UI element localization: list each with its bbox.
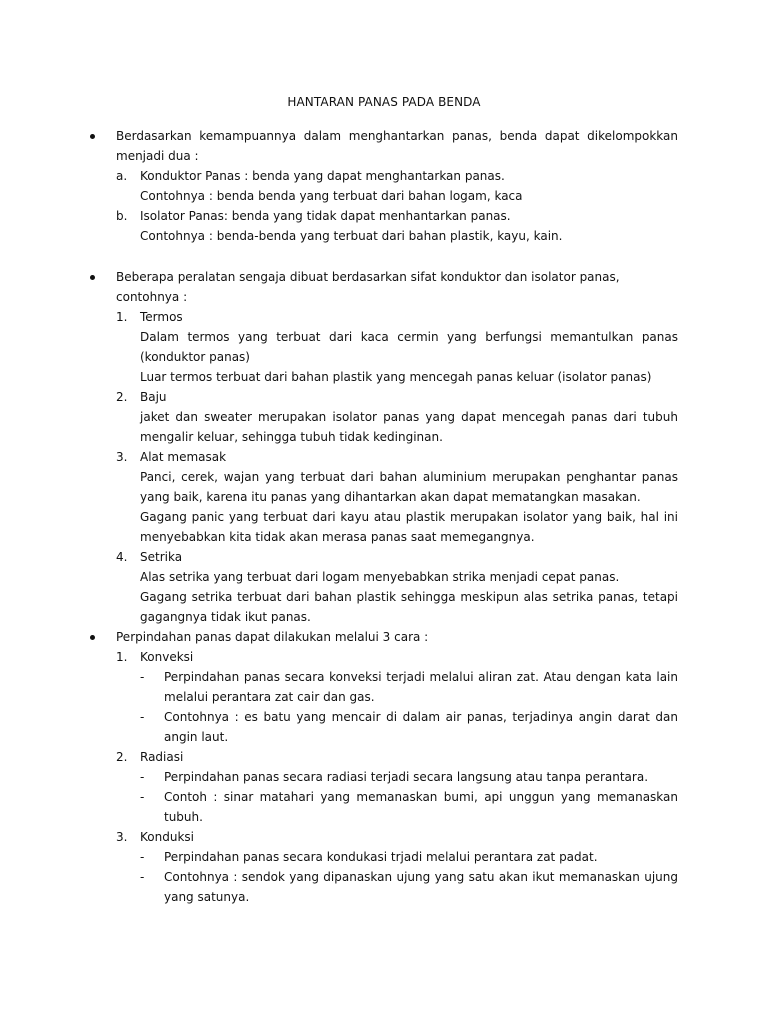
list-item-heading: Setrika	[140, 550, 183, 564]
section-intro: Beberapa peralatan sengaja dibuat berdasarkan sifat konduktor dan isolator panas, contohnya :	[116, 270, 620, 304]
list-item	[90, 166, 678, 186]
list-marker: 3.	[116, 450, 128, 464]
list-item-heading: Konduktor Panas : benda yang dapat menghantarkan panas.	[140, 169, 505, 183]
list-marker: 1.	[116, 650, 128, 664]
list-marker: 2.	[116, 750, 128, 764]
bullet-dot	[90, 635, 95, 640]
list-item-paragraph: Luar termos terbuat dari bahan plastik yang mencegah panas keluar (isolator panas)	[140, 370, 652, 384]
dash-item	[90, 867, 678, 907]
dash-item-text: Contohnya : sendok yang dipanaskan ujung yang satu akan ikut memanaskan ujung yang satunya.	[164, 870, 678, 904]
list-item-heading: Baju	[140, 390, 167, 404]
dash-item-text: Contohnya : es batu yang mencair di dalam air panas, terjadinya angin darat dan angin laut.	[164, 710, 678, 744]
list-item-paragraph: Gagang panic yang terbuat dari kayu atau plastik merupakan isolator yang baik, hal ini menyebabkan kita tidak akan merasa panas saat memegangnya.	[140, 510, 678, 544]
list-item	[90, 747, 678, 767]
list-item-heading: Termos	[140, 310, 183, 324]
dash-item	[90, 707, 678, 747]
list-item-paragraph: Gagang setrika terbuat dari bahan plastik sehingga meskipun alas setrika panas, tetapi gagangnya tidak ikut panas.	[140, 590, 678, 624]
dash-item	[90, 767, 678, 787]
bullet-dot	[90, 275, 95, 280]
section-heat-transfer-methods	[90, 627, 678, 907]
section-heat-conductivity-groups	[90, 126, 678, 246]
list-marker: 2.	[116, 390, 128, 404]
dash-marker: -	[140, 790, 145, 804]
bullet-dot	[90, 134, 95, 139]
list-item-paragraph: jaket dan sweater merupakan isolator panas yang dapat mencegah panas dari tubuh mengalir keluar, sehingga tubuh tidak kedinginan.	[140, 410, 678, 444]
list-item	[90, 387, 678, 407]
list-item	[90, 547, 678, 567]
list-marker: 4.	[116, 550, 128, 564]
list-item-example: Contohnya : benda-benda yang terbuat dari bahan plastik, kayu, kain.	[140, 229, 563, 243]
list-item-example: Contohnya : benda benda yang terbuat dari bahan logam, kaca	[140, 189, 523, 203]
list-item-paragraph: Dalam termos yang terbuat dari kaca cermin yang berfungsi memantulkan panas (konduktor panas)	[140, 330, 678, 364]
list-item-heading: Isolator Panas: benda yang tidak dapat menhantarkan panas.	[140, 209, 511, 223]
dash-item-text: Perpindahan panas secara kondukasi trjadi melalui perantara zat padat.	[164, 850, 598, 864]
list-item-heading: Alat memasak	[140, 450, 227, 464]
list-marker: 3.	[116, 830, 128, 844]
section-intro: Berdasarkan kemampuannya dalam menghantarkan panas, benda dapat dikelompokkan menjadi dua :	[116, 129, 678, 163]
list-marker: b.	[116, 209, 128, 223]
bullet-item	[90, 267, 678, 307]
list-item	[90, 307, 678, 327]
bullet-item	[90, 627, 678, 647]
list-marker: 1.	[116, 310, 128, 324]
dash-item-text: Contoh : sinar matahari yang memanaskan bumi, api unggun yang memanaskan tubuh.	[164, 790, 678, 824]
dash-marker: -	[140, 710, 145, 724]
list-item	[90, 827, 678, 847]
list-item-heading: Radiasi	[140, 750, 184, 764]
dash-item	[90, 787, 678, 827]
list-marker: a.	[116, 169, 128, 183]
dash-marker: -	[140, 770, 145, 784]
dash-marker: -	[140, 850, 145, 864]
list-item-paragraph: Panci, cerek, wajan yang terbuat dari bahan aluminium merupakan penghantar panas yang baik, karena itu panas yang dihantarkan akan dapat mematangkan masakan.	[140, 470, 678, 504]
dash-marker: -	[140, 670, 145, 684]
list-item-paragraph: Alas setrika yang terbuat dari logam menyebabkan strika menjadi cepat panas.	[140, 570, 620, 584]
dash-marker: -	[140, 870, 145, 884]
list-item	[90, 447, 678, 467]
list-item	[90, 206, 678, 226]
list-item-heading: Konduksi	[140, 830, 194, 844]
section-equipment-examples	[90, 267, 678, 627]
list-item-heading: Konveksi	[140, 650, 194, 664]
list-item	[90, 647, 678, 667]
section-intro: Perpindahan panas dapat dilakukan melalui 3 cara :	[116, 630, 429, 644]
dash-item-text: Perpindahan panas secara konveksi terjadi melalui aliran zat. Atau dengan kata lain melalui perantara zat cair dan gas.	[164, 670, 678, 704]
dash-item	[90, 667, 678, 707]
dash-item-text: Perpindahan panas secara radiasi terjadi secara langsung atau tanpa perantara.	[164, 770, 649, 784]
document-title: HANTARAN PANAS PADA BENDA	[287, 95, 481, 109]
bullet-item	[90, 126, 678, 166]
dash-item	[90, 847, 678, 867]
